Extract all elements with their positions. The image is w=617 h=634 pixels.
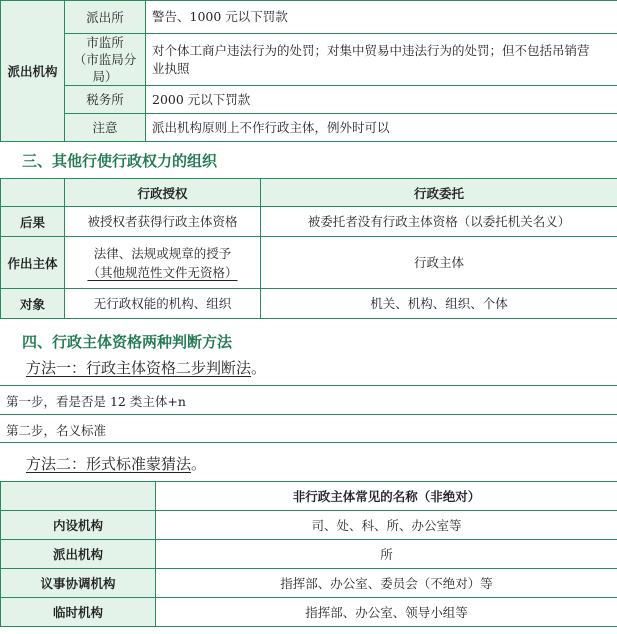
step-row bbox=[0, 414, 617, 443]
method-two bbox=[26, 453, 206, 474]
row-label: 作出主体 bbox=[1, 237, 65, 289]
row-value: 司、处、科、所、办公室等 bbox=[156, 511, 617, 540]
row-label: 内设机构 bbox=[1, 511, 156, 540]
table-row bbox=[1, 569, 617, 598]
row-value: 机关、机构、组织、个体 bbox=[261, 289, 617, 319]
method-one bbox=[26, 357, 266, 378]
row-label: 临时机构 bbox=[1, 598, 156, 627]
row-label: 议事协调机构 bbox=[1, 569, 156, 598]
row-value bbox=[65, 237, 261, 289]
row-value: 被授权者获得行政主体资格 bbox=[65, 207, 261, 237]
dispatch-agency-table bbox=[0, 0, 617, 142]
method-text: 形式标准蒙猜法 bbox=[86, 455, 192, 473]
row-label: 后果 bbox=[1, 207, 65, 237]
group-label: 派出机构 bbox=[1, 1, 65, 142]
row-value: 被委托者没有行政主体资格（以委托机关名义） bbox=[261, 207, 617, 237]
table-row bbox=[1, 86, 617, 114]
row-value-line: 对个体工商户违法行为的处罚；对集中贸易中违法行为的处罚；但不包括吊销营 bbox=[152, 42, 590, 58]
header-cell bbox=[1, 482, 156, 511]
method-suffix: 。 bbox=[251, 359, 267, 377]
header-cell: 非行政主体常见的名称（非绝对） bbox=[156, 482, 617, 511]
row-label-line: 市监所 bbox=[86, 35, 124, 50]
table-row bbox=[1, 540, 617, 569]
row-value: 指挥部、办公室、领导小组等 bbox=[156, 598, 617, 627]
method-prefix: 方法二： bbox=[26, 455, 87, 473]
row-value-line: （其他规范性文件无资格） bbox=[87, 264, 238, 280]
table-row bbox=[1, 237, 617, 289]
row-label-line: （市监局分局） bbox=[73, 52, 137, 84]
header-cell bbox=[1, 179, 65, 207]
row-value-line: 法律、法规或规章的授予 bbox=[93, 245, 232, 261]
method-text: 行政主体资格二步判断法 bbox=[86, 359, 252, 377]
row-label: 派出所 bbox=[65, 1, 146, 34]
step-row bbox=[0, 385, 617, 415]
row-label bbox=[65, 34, 146, 86]
row-label: 派出机构 bbox=[1, 540, 156, 569]
method-suffix: 。 bbox=[191, 455, 207, 473]
method-prefix: 方法一： bbox=[26, 359, 87, 377]
row-value: 无行政权能的机构、组织 bbox=[65, 289, 261, 319]
row-value: 指挥部、办公室、委员会（不绝对）等 bbox=[156, 569, 617, 598]
step-text: 第二步，名义标准 bbox=[6, 423, 107, 438]
header-cell: 行政授权 bbox=[65, 179, 261, 207]
section-title: 四、行政主体资格两种判断方法 bbox=[22, 333, 233, 351]
section-title: 三、其他行使行政权力的组织 bbox=[22, 152, 218, 170]
header-cell: 行政委托 bbox=[261, 179, 617, 207]
row-value: 行政主体 bbox=[261, 237, 617, 289]
table-header-row bbox=[1, 482, 617, 511]
row-label: 税务所 bbox=[65, 86, 146, 114]
row-label: 对象 bbox=[1, 289, 65, 319]
row-value: 2000 元以下罚款 bbox=[146, 86, 617, 114]
table-header-row bbox=[1, 179, 617, 207]
non-subject-names-table bbox=[0, 481, 617, 627]
table-row bbox=[1, 511, 617, 540]
authorization-comparison-table bbox=[0, 178, 617, 319]
row-value: 派出机构原则上不作行政主体，例外时可以 bbox=[146, 114, 617, 142]
table-row bbox=[1, 289, 617, 319]
row-value bbox=[146, 34, 617, 86]
table-row bbox=[1, 34, 617, 86]
table-row bbox=[1, 114, 617, 142]
table-row bbox=[1, 207, 617, 237]
row-value: 警告、1000 元以下罚款 bbox=[146, 1, 617, 34]
row-value-line: 业执照 bbox=[152, 60, 190, 76]
row-label: 注意 bbox=[65, 114, 146, 142]
row-value: 所 bbox=[156, 540, 617, 569]
table-row bbox=[1, 598, 617, 627]
table-row bbox=[1, 1, 617, 34]
step-text: 第一步，看是否是 12 类主体+n bbox=[6, 394, 186, 409]
